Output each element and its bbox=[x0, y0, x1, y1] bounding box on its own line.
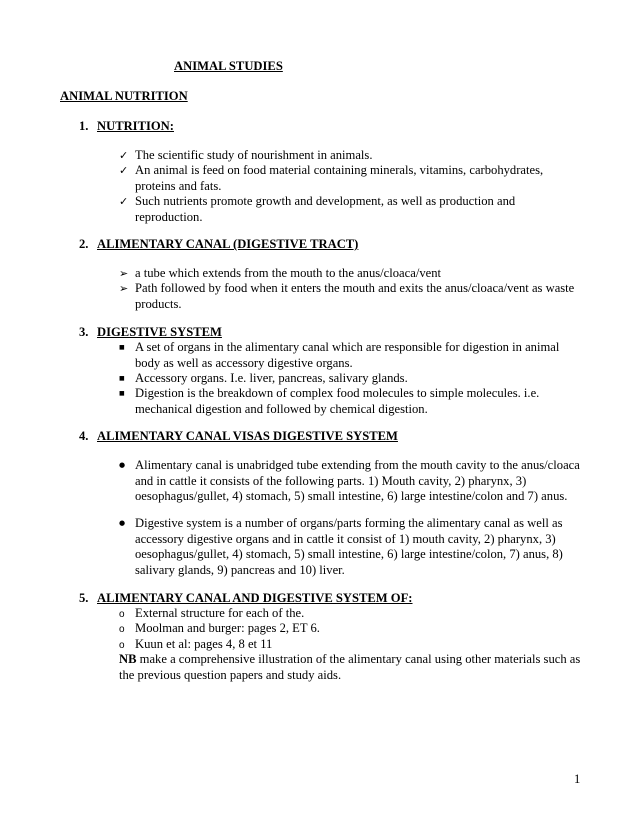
section-1-number: 1. bbox=[79, 119, 89, 133]
list-item bbox=[119, 281, 579, 312]
list-item-text: External structure for each of the. bbox=[135, 606, 305, 620]
list-item bbox=[119, 386, 549, 417]
list-item bbox=[119, 340, 569, 371]
checkmark-icon bbox=[119, 148, 133, 164]
section-3-number: 3. bbox=[79, 325, 89, 339]
section-4-number: 4. bbox=[79, 429, 89, 443]
section-1-heading: NUTRITION: bbox=[97, 119, 174, 133]
list-item-text: Alimentary canal is unabridged tube extending from the mouth cavity to the anus/cloaca and in cattle it consists of the following parts. 1) Mouth cavity, 2) pharynx, 3) oesophagus/gullet, 4) stomach, 5) small intestine, 6) large intestine/colon and 7) anus. bbox=[135, 458, 580, 503]
list-item-text: An animal is feed on food material containing minerals, vitamins, carbohydrates, proteins and fats. bbox=[135, 163, 544, 193]
list-item-text: A set of organs in the alimentary canal which are responsible for digestion in animal body as well as accessory digestive organs. bbox=[135, 340, 560, 370]
list-item-text: Moolman and burger: pages 2, ET 6. bbox=[135, 621, 320, 635]
note-paragraph bbox=[119, 652, 581, 683]
square-bullet-icon bbox=[119, 386, 133, 402]
list-item bbox=[119, 194, 539, 225]
list-item-text: Kuun et al: pages 4, 8 et 11 bbox=[135, 637, 273, 651]
list-item bbox=[119, 516, 577, 578]
list-item bbox=[119, 163, 559, 194]
list-item bbox=[119, 371, 579, 387]
square-bullet-icon bbox=[119, 340, 133, 356]
arrowhead-bullet-icon bbox=[119, 266, 133, 282]
list-item bbox=[119, 148, 579, 164]
round-bullet-icon bbox=[119, 516, 133, 532]
section-4-heading: ALIMENTARY CANAL VISAS DIGESTIVE SYSTEM bbox=[97, 429, 398, 443]
circle-bullet-icon bbox=[119, 621, 133, 638]
note-text: make a comprehensive illustration of the alimentary canal using other materials such as the previous question papers and study aids. bbox=[119, 652, 581, 682]
round-bullet-icon bbox=[119, 458, 133, 474]
list-item-text: The scientific study of nourishment in animals. bbox=[135, 148, 373, 162]
note-label: NB bbox=[119, 652, 137, 666]
list-item-text: Digestion is the breakdown of complex food molecules to simple molecules. i.e. mechanical digestion and followed by chemical digestion. bbox=[135, 386, 540, 416]
list-item-text: Path followed by food when it enters the mouth and exits the anus/cloaca/vent as waste products. bbox=[135, 281, 575, 311]
list-item bbox=[119, 621, 579, 637]
list-item-text: Digestive system is a number of organs/parts forming the alimentary canal as well as accessory digestive organs and in cattle it consist of 1) mouth cavity, 2) pharynx, 3) oesophagus/gullet, 4) stomach, 5) small intestine, 6) large intestine/colon, 7) anus, 8) salivary glands, 9) pancreas and 10) liver. bbox=[135, 516, 563, 577]
section-2-heading: ALIMENTARY CANAL (DIGESTIVE TRACT) bbox=[97, 237, 359, 251]
arrowhead-bullet-icon bbox=[119, 281, 133, 297]
document-subtitle: ANIMAL NUTRITION bbox=[60, 89, 188, 103]
list-item-text: a tube which extends from the mouth to the anus/cloaca/vent bbox=[135, 266, 442, 280]
list-item bbox=[119, 266, 579, 282]
section-5-heading: ALIMENTARY CANAL AND DIGESTIVE SYSTEM OF: bbox=[97, 591, 413, 605]
list-item bbox=[119, 606, 579, 622]
list-item-text: Accessory organs. I.e. liver, pancreas, salivary glands. bbox=[135, 371, 408, 385]
checkmark-icon bbox=[119, 163, 133, 179]
document-title: ANIMAL STUDIES bbox=[174, 59, 283, 73]
checkmark-icon bbox=[119, 194, 133, 210]
list-item bbox=[119, 637, 579, 653]
section-2-number: 2. bbox=[79, 237, 89, 251]
section-3-heading: DIGESTIVE SYSTEM bbox=[97, 325, 222, 339]
section-5-number: 5. bbox=[79, 591, 89, 605]
list-item bbox=[119, 458, 581, 505]
square-bullet-icon bbox=[119, 371, 133, 387]
list-item-text: Such nutrients promote growth and development, as well as production and reproduction. bbox=[135, 194, 516, 224]
page-number: 1 bbox=[574, 772, 581, 786]
